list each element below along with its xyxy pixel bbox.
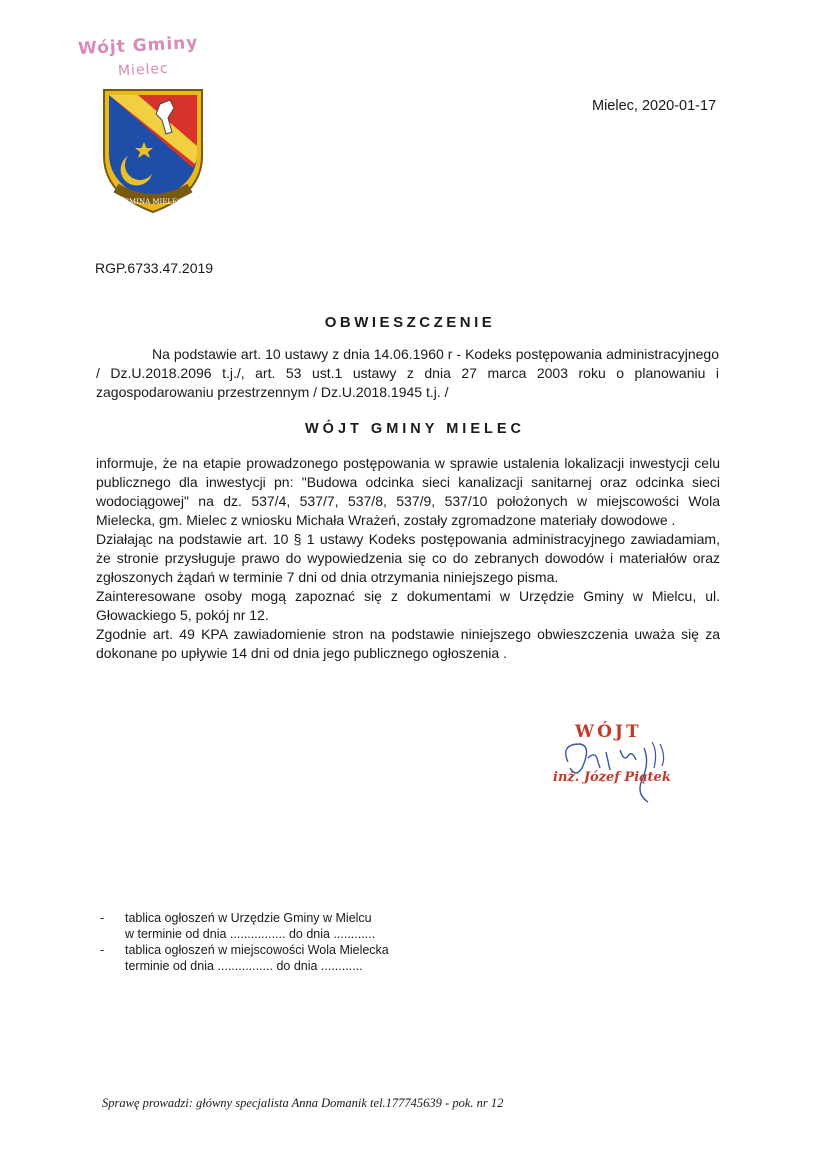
paragraph-kpa: Zgodnie art. 49 KPA zawiadomienie stron na podstawie niniejszego obwieszczenia uważa się za dokonane po upływie 14 dni od dnia jego publicznego ogłoszenia . (96, 626, 720, 661)
paragraph-inform: informuje, że na etapie prowadzonego postępowania w sprawie ustalenia lokalizacji inwestycji celu publicznego dla inwestycji pn: "Budowa odcinka sieci kanalizacji sanitarnej oraz odcinka sieci wodociągowej" na dz. 537/4, 537/7, 537/8, 537/9, 537/10 położonych w miejscowości Wola Mielecka, gm. Mielec z wniosku Michała Wrażeń, zostały zgromadzone materiały dowodowe . (96, 455, 720, 528)
document-title: OBWIESZCZENIE (324, 314, 496, 331)
notice-board-label: tablica ogłoszeń w miejscowości Wola Mielecka (125, 943, 389, 957)
notice-body (96, 454, 720, 663)
list-item (100, 910, 389, 942)
stamp-line-2: Mielec (117, 60, 170, 80)
signature-title: WÓJT (575, 722, 642, 742)
notice-boards-list (100, 910, 389, 974)
list-item (100, 942, 389, 974)
notice-board-label: tablica ogłoszeń w Urzędzie Gminy w Mielcu (125, 911, 372, 925)
stamp-line-1: Wójt Gminy (77, 32, 199, 60)
list-dash: - (100, 943, 105, 957)
paragraph-notification: Działając na podstawie art. 10 § 1 ustawy Kodeks postępowania administracyjnego zawiadamiam, że stronie przysługuje prawo do wypowiedzenia się co do zebranych dowodów i materiałów oraz zgłoszonych żądań w terminie 7 dni od dnia otrzymania niniejszego pisma. (96, 531, 720, 585)
notice-board-dates: terminie od dnia ................ do dnia ............ (125, 959, 363, 973)
signatory-name: inż. Józef Piątek (553, 770, 671, 785)
document-date: Mielec, 2020-01-17 (592, 98, 717, 114)
case-handler-footer: Sprawę prowadzi: główny specjalista Anna Domanik tel.177745639 - pok. nr 12 (102, 1096, 504, 1110)
authority-heading: WÓJT GMINY MIELEC (305, 421, 525, 437)
list-dash: - (100, 911, 105, 925)
paragraph-documents: Zainteresowane osoby mogą zapoznać się z dokumentami w Urzędzie Gminy w Mielcu, ul. Głowackiego 5, pokój nr 12. (96, 588, 720, 623)
municipality-crest-logo (98, 86, 208, 218)
crest-ribbon-text: GMINA MIELEC (123, 198, 183, 206)
notice-board-dates: w terminie od dnia ................ do dnia ............ (125, 927, 376, 941)
handwritten-signature-icon (540, 722, 690, 812)
reference-number: RGP.6733.47.2019 (95, 260, 214, 276)
legal-basis-paragraph: Na podstawie art. 10 ustawy z dnia 14.06.1960 r - Kodeks postępowania administracyjnego / Dz.U.2018.2096 t.j./, art. 53 ust.1 ustawy z dnia 27 marca 2003 roku o planowaniu i zagospodarowaniu przestrzennym / Dz.U.2018.1945 t.j. / (96, 346, 719, 400)
